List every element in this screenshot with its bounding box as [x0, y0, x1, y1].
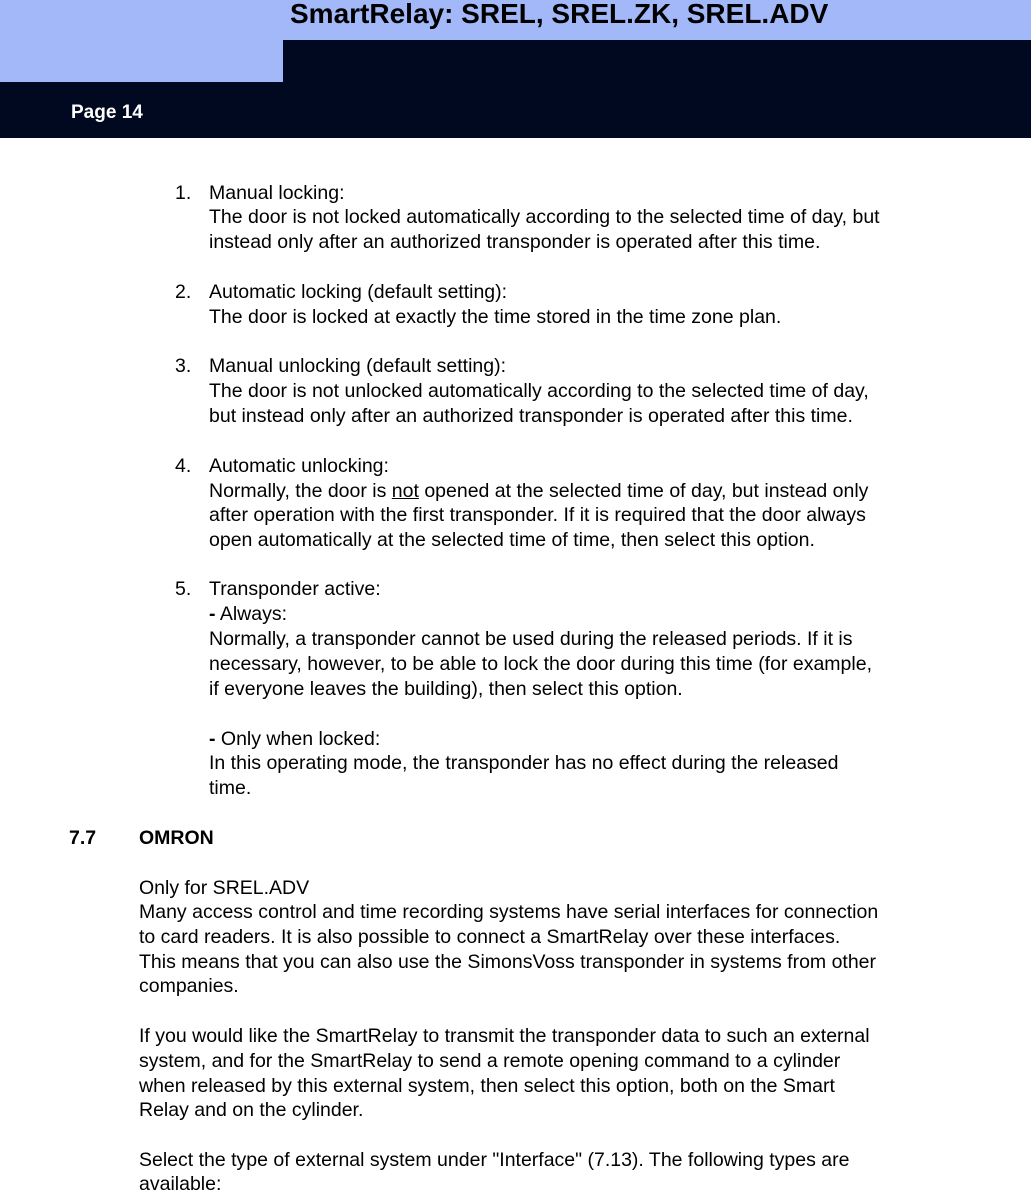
header-page-bar: [0, 82, 1031, 138]
list-item-text: The door is locked at exactly the time stored in the time zone plan.: [209, 306, 782, 328]
option-text: time.: [209, 777, 252, 799]
paragraph-line: when released by this external system, then select this option, both on the Smart: [139, 1075, 835, 1097]
list-item-text: but instead only after an authorized transponder is operated after this time.: [209, 405, 853, 427]
paragraph-line: If you would like the SmartRelay to transmit the transponder data to such an external: [139, 1025, 870, 1047]
section-number: 7.7: [69, 827, 97, 849]
list-item-text: Normally, the door is not opened at the selected time of day, but instead only: [209, 480, 869, 502]
header-dark-block: [283, 40, 1031, 82]
list-item-title: Manual locking:: [209, 182, 345, 204]
paragraph-line: Select the type of external system under "Interface" (7.13). The following types are: [139, 1149, 850, 1171]
paragraph-line: Only for SREL.ADV: [139, 877, 310, 899]
option-text: if everyone leaves the building), then select this option.: [209, 678, 683, 700]
list-item-number: 2.: [175, 281, 192, 303]
list-item-number: 4.: [175, 455, 192, 477]
list-item-text: The door is not unlocked automatically according to the selected time of day,: [209, 380, 869, 402]
option-text: necessary, however, to be able to lock the door during this time (for example,: [209, 653, 872, 675]
paragraph-line: to card readers. It is also possible to connect a SmartRelay over these interfaces.: [139, 926, 841, 948]
header-band-left: [0, 40, 283, 82]
paragraph-line: Many access control and time recording systems have serial interfaces for connection: [139, 901, 879, 923]
list-item-title: Automatic unlocking:: [209, 455, 389, 477]
list-item-text: The door is not locked automatically according to the selected time of day, but: [209, 206, 880, 228]
paragraph-line: system, and for the SmartRelay to send a remote opening command to a cylinder: [139, 1050, 841, 1072]
paragraph-line: Relay and on the cylinder.: [139, 1099, 364, 1121]
section-title: OMRON: [139, 827, 214, 849]
list-item-title: Manual unlocking (default setting):: [209, 355, 507, 377]
paragraph-line: companies.: [139, 975, 239, 997]
document-title: SmartRelay: SREL, SREL.ZK, SREL.ADV: [290, 0, 829, 29]
list-item-number: 5.: [175, 578, 192, 600]
option-label: - Always:: [209, 603, 288, 625]
option-text: In this operating mode, the transponder has no effect during the released: [209, 752, 839, 774]
emphasis-not: not: [391, 480, 419, 502]
list-item-text: instead only after an authorized transponder is operated after this time.: [209, 231, 821, 253]
list-item-title: Automatic locking (default setting):: [209, 281, 508, 303]
list-item-number: 3.: [175, 355, 192, 377]
list-item-text: open automatically at the selected time of time, then select this option.: [209, 529, 815, 551]
paragraph-line: available:: [139, 1173, 222, 1195]
option-text: Normally, a transponder cannot be used during the released periods. If it is: [209, 628, 853, 650]
list-item-number: 1.: [175, 182, 192, 204]
paragraph-line: This means that you can also use the SimonsVoss transponder in systems from other: [139, 951, 877, 973]
list-item-title: Transponder active:: [209, 578, 381, 600]
list-item-text: after operation with the first transponder. If it is required that the door always: [209, 504, 866, 526]
option-label: - Only when locked:: [209, 728, 381, 750]
page-number: Page 14: [71, 102, 143, 123]
